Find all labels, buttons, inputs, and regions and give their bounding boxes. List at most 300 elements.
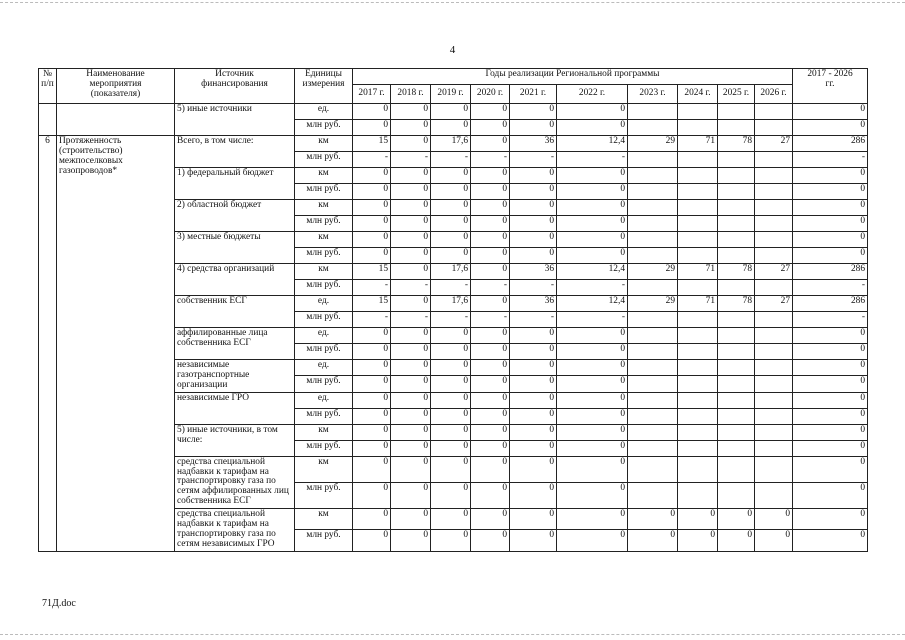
value-2017: 0 bbox=[353, 328, 391, 344]
unit-cell: ед. bbox=[295, 360, 353, 376]
value-2017: 0 bbox=[353, 104, 391, 120]
header-source: Источник финансирования bbox=[175, 69, 295, 104]
value-2017: 0 bbox=[353, 184, 391, 200]
value-2026 bbox=[755, 376, 793, 392]
value-2017: 0 bbox=[353, 216, 391, 232]
value-2024 bbox=[678, 152, 718, 168]
value-2026: 0 bbox=[755, 509, 793, 530]
unit-cell: млн руб. bbox=[295, 280, 353, 296]
value-2023 bbox=[628, 376, 678, 392]
funding-source: 5) иные источники, в том числе: bbox=[175, 424, 295, 456]
total-cell: 0 bbox=[793, 482, 868, 508]
value-2022: 0 bbox=[557, 408, 628, 424]
value-2020: - bbox=[471, 312, 510, 328]
value-2026 bbox=[755, 168, 793, 184]
value-2017: 0 bbox=[353, 530, 391, 551]
funding-source: средства специальной надбавки к тарифам на транспортировку газа по сетям аффилированных лиц собственника ЕСГ bbox=[175, 456, 295, 508]
value-2021: 0 bbox=[510, 408, 557, 424]
unit-cell: км bbox=[295, 200, 353, 216]
value-2026 bbox=[755, 248, 793, 264]
value-2024: 71 bbox=[678, 296, 718, 312]
value-2022: 0 bbox=[557, 456, 628, 482]
value-2023 bbox=[628, 184, 678, 200]
value-2024 bbox=[678, 344, 718, 360]
funding-source: 5) иные источники bbox=[175, 104, 295, 136]
value-2021: 0 bbox=[510, 509, 557, 530]
value-2023: 0 bbox=[628, 509, 678, 530]
value-2025 bbox=[718, 248, 755, 264]
value-2024 bbox=[678, 280, 718, 296]
value-2022: - bbox=[557, 152, 628, 168]
value-2018: 0 bbox=[391, 328, 431, 344]
total-cell: 0 bbox=[793, 104, 868, 120]
value-2025 bbox=[718, 376, 755, 392]
value-2021: 0 bbox=[510, 328, 557, 344]
value-2026 bbox=[755, 120, 793, 136]
value-2020: 0 bbox=[471, 392, 510, 408]
value-2018: 0 bbox=[391, 440, 431, 456]
value-2020: 0 bbox=[471, 136, 510, 152]
value-2019: 0 bbox=[431, 248, 471, 264]
unit-cell: млн руб. bbox=[295, 376, 353, 392]
value-2020: 0 bbox=[471, 456, 510, 482]
funding-source: 1) федеральный бюджет bbox=[175, 168, 295, 200]
value-2026 bbox=[755, 456, 793, 482]
value-2017: 0 bbox=[353, 408, 391, 424]
value-2023 bbox=[628, 360, 678, 376]
value-2023: 29 bbox=[628, 136, 678, 152]
unit-cell: млн руб. bbox=[295, 312, 353, 328]
value-2024 bbox=[678, 424, 718, 440]
value-2022: 0 bbox=[557, 216, 628, 232]
value-2022: 0 bbox=[557, 424, 628, 440]
empty-name-cell bbox=[57, 104, 175, 136]
value-2018: 0 bbox=[391, 408, 431, 424]
value-2026 bbox=[755, 328, 793, 344]
value-2025 bbox=[718, 120, 755, 136]
value-2024 bbox=[678, 120, 718, 136]
value-2018: 0 bbox=[391, 120, 431, 136]
value-2018: 0 bbox=[391, 344, 431, 360]
value-2020: 0 bbox=[471, 264, 510, 280]
value-2026 bbox=[755, 104, 793, 120]
value-2026 bbox=[755, 280, 793, 296]
value-2019: 0 bbox=[431, 200, 471, 216]
value-2017: 0 bbox=[353, 376, 391, 392]
value-2017: 0 bbox=[353, 120, 391, 136]
value-2023: 29 bbox=[628, 296, 678, 312]
total-cell: 286 bbox=[793, 136, 868, 152]
value-2020: 0 bbox=[471, 216, 510, 232]
unit-cell: млн руб. bbox=[295, 440, 353, 456]
value-2026 bbox=[755, 440, 793, 456]
value-2022: 0 bbox=[557, 530, 628, 551]
value-2020: 0 bbox=[471, 376, 510, 392]
value-2020: 0 bbox=[471, 104, 510, 120]
value-2019: 0 bbox=[431, 424, 471, 440]
funding-source: независимые газотранспортные организации bbox=[175, 360, 295, 393]
value-2021: - bbox=[510, 152, 557, 168]
value-2025 bbox=[718, 328, 755, 344]
unit-cell: км bbox=[295, 232, 353, 248]
value-2021: 0 bbox=[510, 248, 557, 264]
value-2017: 0 bbox=[353, 248, 391, 264]
value-2020: 0 bbox=[471, 120, 510, 136]
page-number: 4 bbox=[449, 44, 456, 56]
value-2025: 0 bbox=[718, 509, 755, 530]
value-2019: 0 bbox=[431, 328, 471, 344]
header-year-2026: 2026 г. bbox=[755, 85, 793, 104]
value-2025: 0 bbox=[718, 530, 755, 551]
value-2022: 12,4 bbox=[557, 296, 628, 312]
value-2021: 0 bbox=[510, 424, 557, 440]
value-2023 bbox=[628, 328, 678, 344]
header-year-2018: 2018 г. bbox=[391, 85, 431, 104]
value-2022: 0 bbox=[557, 248, 628, 264]
bottom-edge-line bbox=[0, 634, 905, 635]
value-2019: 0 bbox=[431, 360, 471, 376]
value-2020: 0 bbox=[471, 344, 510, 360]
value-2025 bbox=[718, 440, 755, 456]
value-2018: 0 bbox=[391, 392, 431, 408]
value-2021: 0 bbox=[510, 392, 557, 408]
value-2022: 0 bbox=[557, 360, 628, 376]
value-2019: 0 bbox=[431, 232, 471, 248]
value-2022: 0 bbox=[557, 392, 628, 408]
value-2019: 0 bbox=[431, 456, 471, 482]
header-year-2017: 2017 г. bbox=[353, 85, 391, 104]
value-2017: - bbox=[353, 312, 391, 328]
header-name: Наименование мероприятия (показателя) bbox=[57, 69, 175, 104]
value-2026: 27 bbox=[755, 296, 793, 312]
funding-source: 2) областной бюджет bbox=[175, 200, 295, 232]
value-2021: 0 bbox=[510, 360, 557, 376]
value-2025 bbox=[718, 216, 755, 232]
funding-source: собственник ЕСГ bbox=[175, 296, 295, 328]
empty-no-cell bbox=[39, 104, 57, 136]
total-cell: 0 bbox=[793, 344, 868, 360]
value-2024 bbox=[678, 184, 718, 200]
value-2024 bbox=[678, 376, 718, 392]
value-2024 bbox=[678, 456, 718, 482]
value-2025 bbox=[718, 482, 755, 508]
value-2019: 0 bbox=[431, 376, 471, 392]
value-2020: 0 bbox=[471, 440, 510, 456]
header-year-2020: 2020 г. bbox=[471, 85, 510, 104]
value-2026: 27 bbox=[755, 136, 793, 152]
value-2018: 0 bbox=[391, 530, 431, 551]
value-2021: 0 bbox=[510, 104, 557, 120]
value-2018: 0 bbox=[391, 482, 431, 508]
value-2020: 0 bbox=[471, 168, 510, 184]
value-2021: 0 bbox=[510, 456, 557, 482]
value-2023 bbox=[628, 280, 678, 296]
header-year-2025: 2025 г. bbox=[718, 85, 755, 104]
value-2024: 0 bbox=[678, 509, 718, 530]
value-2026 bbox=[755, 344, 793, 360]
value-2025 bbox=[718, 392, 755, 408]
value-2026 bbox=[755, 200, 793, 216]
value-2020: 0 bbox=[471, 296, 510, 312]
document-filename: 71Д.doc bbox=[42, 598, 76, 609]
unit-cell: ед. bbox=[295, 296, 353, 312]
value-2020: 0 bbox=[471, 248, 510, 264]
value-2021: 0 bbox=[510, 232, 557, 248]
value-2024 bbox=[678, 328, 718, 344]
unit-cell: ед. bbox=[295, 392, 353, 408]
value-2024: 71 bbox=[678, 264, 718, 280]
value-2018: 0 bbox=[391, 248, 431, 264]
unit-cell: млн руб. bbox=[295, 344, 353, 360]
value-2020: 0 bbox=[471, 232, 510, 248]
value-2018: 0 bbox=[391, 184, 431, 200]
value-2017: 0 bbox=[353, 392, 391, 408]
total-cell: 286 bbox=[793, 296, 868, 312]
value-2018: 0 bbox=[391, 232, 431, 248]
value-2025 bbox=[718, 344, 755, 360]
value-2021: 0 bbox=[510, 216, 557, 232]
header-year-2022: 2022 г. bbox=[557, 85, 628, 104]
value-2024 bbox=[678, 408, 718, 424]
header-years-title: Годы реализации Региональной программы bbox=[353, 69, 793, 85]
value-2025 bbox=[718, 360, 755, 376]
funding-source: 4) средства организаций bbox=[175, 264, 295, 296]
total-cell: 0 bbox=[793, 360, 868, 376]
funding-source: Всего, в том числе: bbox=[175, 136, 295, 168]
value-2019: - bbox=[431, 280, 471, 296]
total-cell: 0 bbox=[793, 200, 868, 216]
value-2023 bbox=[628, 482, 678, 508]
value-2023: 0 bbox=[628, 530, 678, 551]
value-2025 bbox=[718, 152, 755, 168]
value-2026 bbox=[755, 232, 793, 248]
unit-cell: млн руб. bbox=[295, 248, 353, 264]
value-2019: 0 bbox=[431, 482, 471, 508]
value-2018: - bbox=[391, 280, 431, 296]
value-2023 bbox=[628, 312, 678, 328]
measure-name: Протяженность (строительство) межпоселковых газопроводов* bbox=[57, 136, 175, 552]
value-2019: 0 bbox=[431, 120, 471, 136]
value-2020: 0 bbox=[471, 328, 510, 344]
value-2017: 0 bbox=[353, 360, 391, 376]
value-2017: 15 bbox=[353, 296, 391, 312]
value-2026 bbox=[755, 216, 793, 232]
value-2026: 0 bbox=[755, 530, 793, 551]
value-2022: 0 bbox=[557, 232, 628, 248]
value-2025 bbox=[718, 456, 755, 482]
value-2017: 0 bbox=[353, 168, 391, 184]
unit-cell: км bbox=[295, 168, 353, 184]
value-2020: 0 bbox=[471, 530, 510, 551]
unit-cell: млн руб. bbox=[295, 184, 353, 200]
value-2019: 0 bbox=[431, 440, 471, 456]
value-2021: 0 bbox=[510, 120, 557, 136]
header-year-2019: 2019 г. bbox=[431, 85, 471, 104]
total-cell: 0 bbox=[793, 216, 868, 232]
total-cell: 0 bbox=[793, 424, 868, 440]
value-2021: 0 bbox=[510, 344, 557, 360]
unit-cell: км bbox=[295, 136, 353, 152]
value-2024 bbox=[678, 312, 718, 328]
value-2022: 0 bbox=[557, 509, 628, 530]
value-2019: 0 bbox=[431, 344, 471, 360]
value-2026 bbox=[755, 482, 793, 508]
total-cell: 0 bbox=[793, 232, 868, 248]
value-2023 bbox=[628, 168, 678, 184]
value-2026 bbox=[755, 360, 793, 376]
value-2023 bbox=[628, 216, 678, 232]
value-2019: - bbox=[431, 152, 471, 168]
value-2022: 0 bbox=[557, 120, 628, 136]
value-2026 bbox=[755, 408, 793, 424]
value-2026: 27 bbox=[755, 264, 793, 280]
value-2026 bbox=[755, 184, 793, 200]
total-cell: 0 bbox=[793, 328, 868, 344]
top-edge-line bbox=[0, 2, 905, 3]
value-2025 bbox=[718, 184, 755, 200]
value-2021: 0 bbox=[510, 200, 557, 216]
value-2017: 0 bbox=[353, 424, 391, 440]
value-2021: 0 bbox=[510, 184, 557, 200]
value-2018: 0 bbox=[391, 360, 431, 376]
value-2019: 0 bbox=[431, 530, 471, 551]
value-2023 bbox=[628, 200, 678, 216]
value-2022: 0 bbox=[557, 200, 628, 216]
value-2018: 0 bbox=[391, 424, 431, 440]
unit-cell: млн руб. bbox=[295, 216, 353, 232]
value-2022: 12,4 bbox=[557, 136, 628, 152]
value-2020: 0 bbox=[471, 408, 510, 424]
value-2021: - bbox=[510, 280, 557, 296]
value-2024 bbox=[678, 104, 718, 120]
value-2024 bbox=[678, 392, 718, 408]
value-2024 bbox=[678, 200, 718, 216]
value-2023 bbox=[628, 232, 678, 248]
value-2022: 0 bbox=[557, 184, 628, 200]
value-2018: 0 bbox=[391, 216, 431, 232]
regional-program-table bbox=[38, 68, 868, 552]
total-cell: 0 bbox=[793, 440, 868, 456]
value-2020: - bbox=[471, 280, 510, 296]
value-2022: 0 bbox=[557, 440, 628, 456]
value-2019: 0 bbox=[431, 104, 471, 120]
value-2025 bbox=[718, 424, 755, 440]
value-2019: 0 bbox=[431, 216, 471, 232]
value-2018: 0 bbox=[391, 296, 431, 312]
value-2024: 0 bbox=[678, 530, 718, 551]
value-2018: 0 bbox=[391, 376, 431, 392]
header-year-2023: 2023 г. bbox=[628, 85, 678, 104]
value-2025: 78 bbox=[718, 264, 755, 280]
total-cell: 0 bbox=[793, 248, 868, 264]
unit-cell: млн руб. bbox=[295, 152, 353, 168]
value-2025 bbox=[718, 168, 755, 184]
value-2019: 17,6 bbox=[431, 136, 471, 152]
value-2020: 0 bbox=[471, 509, 510, 530]
value-2024 bbox=[678, 232, 718, 248]
value-2024 bbox=[678, 168, 718, 184]
value-2017: 0 bbox=[353, 344, 391, 360]
value-2021: 0 bbox=[510, 440, 557, 456]
value-2020: 0 bbox=[471, 200, 510, 216]
unit-cell: млн руб. bbox=[295, 530, 353, 551]
value-2020: 0 bbox=[471, 424, 510, 440]
total-cell: 286 bbox=[793, 264, 868, 280]
value-2026 bbox=[755, 424, 793, 440]
value-2017: - bbox=[353, 280, 391, 296]
total-cell: 0 bbox=[793, 120, 868, 136]
value-2021: - bbox=[510, 312, 557, 328]
value-2019: 0 bbox=[431, 408, 471, 424]
value-2020: - bbox=[471, 152, 510, 168]
value-2022: - bbox=[557, 312, 628, 328]
value-2021: 0 bbox=[510, 530, 557, 551]
value-2018: 0 bbox=[391, 509, 431, 530]
value-2019: 0 bbox=[431, 184, 471, 200]
total-cell: 0 bbox=[793, 376, 868, 392]
value-2018: 0 bbox=[391, 104, 431, 120]
funding-source: аффилированные лица собственника ЕСГ bbox=[175, 328, 295, 360]
value-2018: 0 bbox=[391, 456, 431, 482]
funding-source: 3) местные бюджеты bbox=[175, 232, 295, 264]
total-cell: 0 bbox=[793, 530, 868, 551]
value-2018: 0 bbox=[391, 264, 431, 280]
total-cell: 0 bbox=[793, 168, 868, 184]
value-2018: 0 bbox=[391, 200, 431, 216]
table-row bbox=[39, 104, 868, 120]
value-2023 bbox=[628, 424, 678, 440]
total-cell: - bbox=[793, 152, 868, 168]
value-2022: 0 bbox=[557, 168, 628, 184]
total-cell: - bbox=[793, 312, 868, 328]
value-2017: 0 bbox=[353, 456, 391, 482]
value-2018: 0 bbox=[391, 168, 431, 184]
value-2024 bbox=[678, 360, 718, 376]
total-cell: 0 bbox=[793, 509, 868, 530]
header-no: № п/п bbox=[39, 69, 57, 104]
value-2017: 0 bbox=[353, 509, 391, 530]
value-2017: - bbox=[353, 152, 391, 168]
value-2026 bbox=[755, 312, 793, 328]
value-2022: - bbox=[557, 280, 628, 296]
total-cell: 0 bbox=[793, 392, 868, 408]
value-2020: 0 bbox=[471, 360, 510, 376]
value-2023 bbox=[628, 104, 678, 120]
unit-cell: ед. bbox=[295, 104, 353, 120]
value-2022: 12,4 bbox=[557, 264, 628, 280]
value-2025 bbox=[718, 232, 755, 248]
value-2023 bbox=[628, 456, 678, 482]
value-2025 bbox=[718, 312, 755, 328]
value-2024 bbox=[678, 440, 718, 456]
value-2023 bbox=[628, 152, 678, 168]
value-2025 bbox=[718, 280, 755, 296]
header-total: 2017 - 2026 гг. bbox=[793, 69, 868, 104]
value-2022: 0 bbox=[557, 376, 628, 392]
value-2019: 0 bbox=[431, 392, 471, 408]
value-2019: 17,6 bbox=[431, 296, 471, 312]
value-2024 bbox=[678, 248, 718, 264]
value-2021: 36 bbox=[510, 296, 557, 312]
value-2023 bbox=[628, 248, 678, 264]
unit-cell: км bbox=[295, 424, 353, 440]
funding-source: средства специальной надбавки к тарифам на транспортировку газа по сетям независимых ГРО bbox=[175, 509, 295, 552]
value-2020: 0 bbox=[471, 482, 510, 508]
value-2026 bbox=[755, 392, 793, 408]
header-units: Единицы измерения bbox=[295, 69, 353, 104]
total-cell: 0 bbox=[793, 184, 868, 200]
value-2018: 0 bbox=[391, 136, 431, 152]
